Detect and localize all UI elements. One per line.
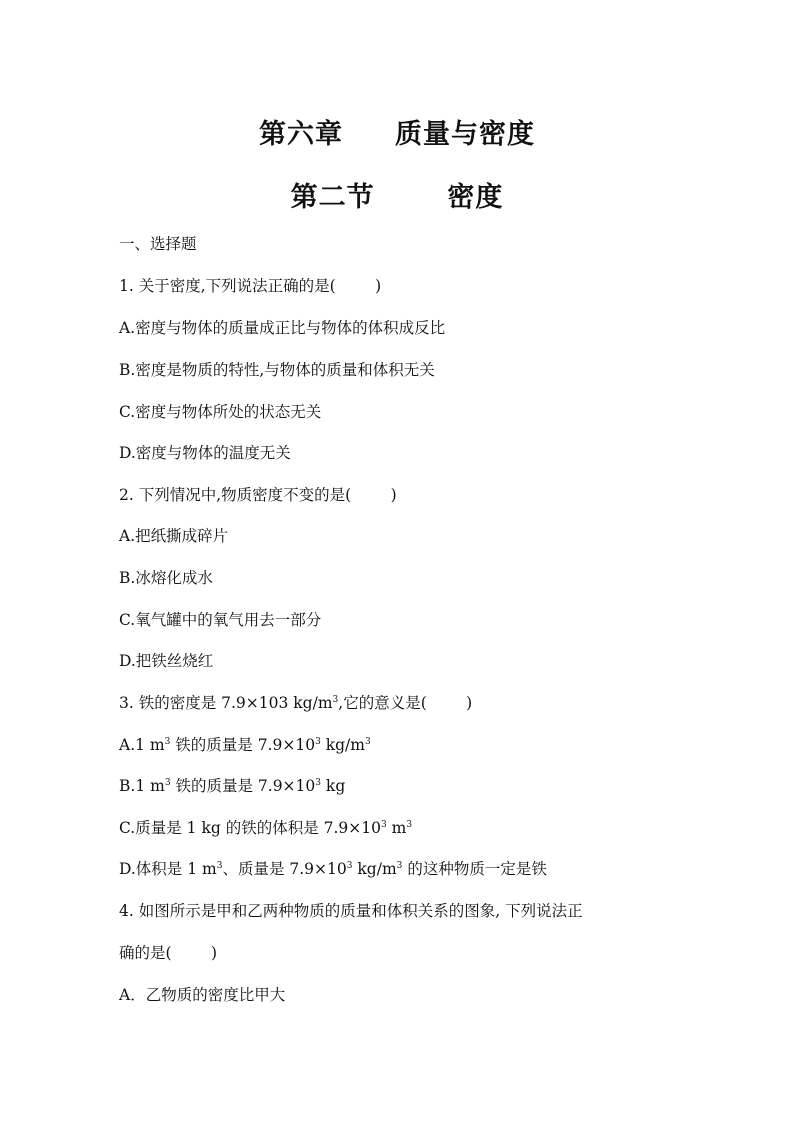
superscript: 3 bbox=[315, 737, 321, 747]
question-3-option-d bbox=[119, 859, 547, 879]
option-text: kg/m bbox=[352, 860, 397, 878]
superscript: 3 bbox=[396, 861, 403, 871]
superscript: 3 bbox=[364, 737, 371, 747]
question-3-stem-part: ,它的意义是( ) bbox=[338, 694, 473, 712]
option-text: A.1 m bbox=[119, 736, 165, 754]
option-text: D.体积是 1 m bbox=[119, 860, 217, 878]
option-text: kg bbox=[321, 777, 346, 795]
question-1-option-a: A.密度与物体的质量成正比与物体的体积成反比 bbox=[119, 319, 446, 337]
question-3-stem-part: 3. 铁的密度是 7.9×103 kg/m bbox=[119, 694, 333, 712]
superscript: 3 bbox=[164, 778, 171, 788]
option-text: m bbox=[386, 819, 407, 837]
question-3-option-c bbox=[119, 818, 412, 838]
section-title: 第二节 密度 bbox=[290, 182, 504, 213]
option-text: 、质量是 7.9×10 bbox=[222, 860, 347, 878]
question-1-stem: 1. 关于密度,下列说法正确的是( ) bbox=[119, 277, 382, 295]
option-text: 铁的质量是 7.9×10 bbox=[170, 736, 316, 754]
option-text: B.1 m bbox=[119, 777, 165, 795]
section-label: 一、选择题 bbox=[119, 235, 197, 253]
question-2-option-c: C.氧气罐中的氧气用去一部分 bbox=[119, 611, 322, 629]
question-3-option-b bbox=[119, 776, 345, 796]
option-text: kg/m bbox=[320, 736, 365, 754]
question-1-option-d: D.密度与物体的温度无关 bbox=[119, 444, 291, 462]
superscript: 3 bbox=[315, 778, 321, 788]
question-3-option-a bbox=[119, 735, 371, 755]
question-1-option-c: C.密度与物体所处的状态无关 bbox=[119, 403, 322, 421]
superscript: 3 bbox=[406, 820, 413, 830]
chapter-title: 第六章 质量与密度 bbox=[259, 119, 535, 150]
question-4-option-a: A．乙物质的密度比甲大 bbox=[119, 986, 286, 1004]
question-3-stem bbox=[119, 693, 472, 713]
superscript: 3 bbox=[380, 820, 387, 830]
question-2-stem: 2. 下列情况中,物质密度不变的是( ) bbox=[119, 486, 397, 504]
question-2-option-a: A.把纸撕成碎片 bbox=[119, 527, 229, 545]
question-4-stem-line-1: 4. 如图所示是甲和乙两种物质的质量和体积关系的图象, 下列说法正 bbox=[119, 902, 583, 920]
option-text: 的这种物质一定是铁 bbox=[402, 860, 547, 878]
superscript: 3 bbox=[164, 737, 171, 747]
question-4-stem-line-2: 确的是( ) bbox=[119, 944, 218, 962]
question-2-option-d: D.把铁丝烧红 bbox=[119, 652, 214, 670]
question-2-option-b: B.冰熔化成水 bbox=[119, 569, 213, 587]
superscript: 3 bbox=[346, 861, 353, 871]
question-1-option-b: B.密度是物质的特性,与物体的质量和体积无关 bbox=[119, 361, 435, 379]
option-text: 铁的质量是 7.9×10 bbox=[170, 777, 316, 795]
superscript: 3 bbox=[332, 695, 339, 705]
superscript: 3 bbox=[216, 861, 223, 871]
option-text: C.质量是 1 kg 的铁的体积是 7.9×10 bbox=[119, 819, 381, 837]
